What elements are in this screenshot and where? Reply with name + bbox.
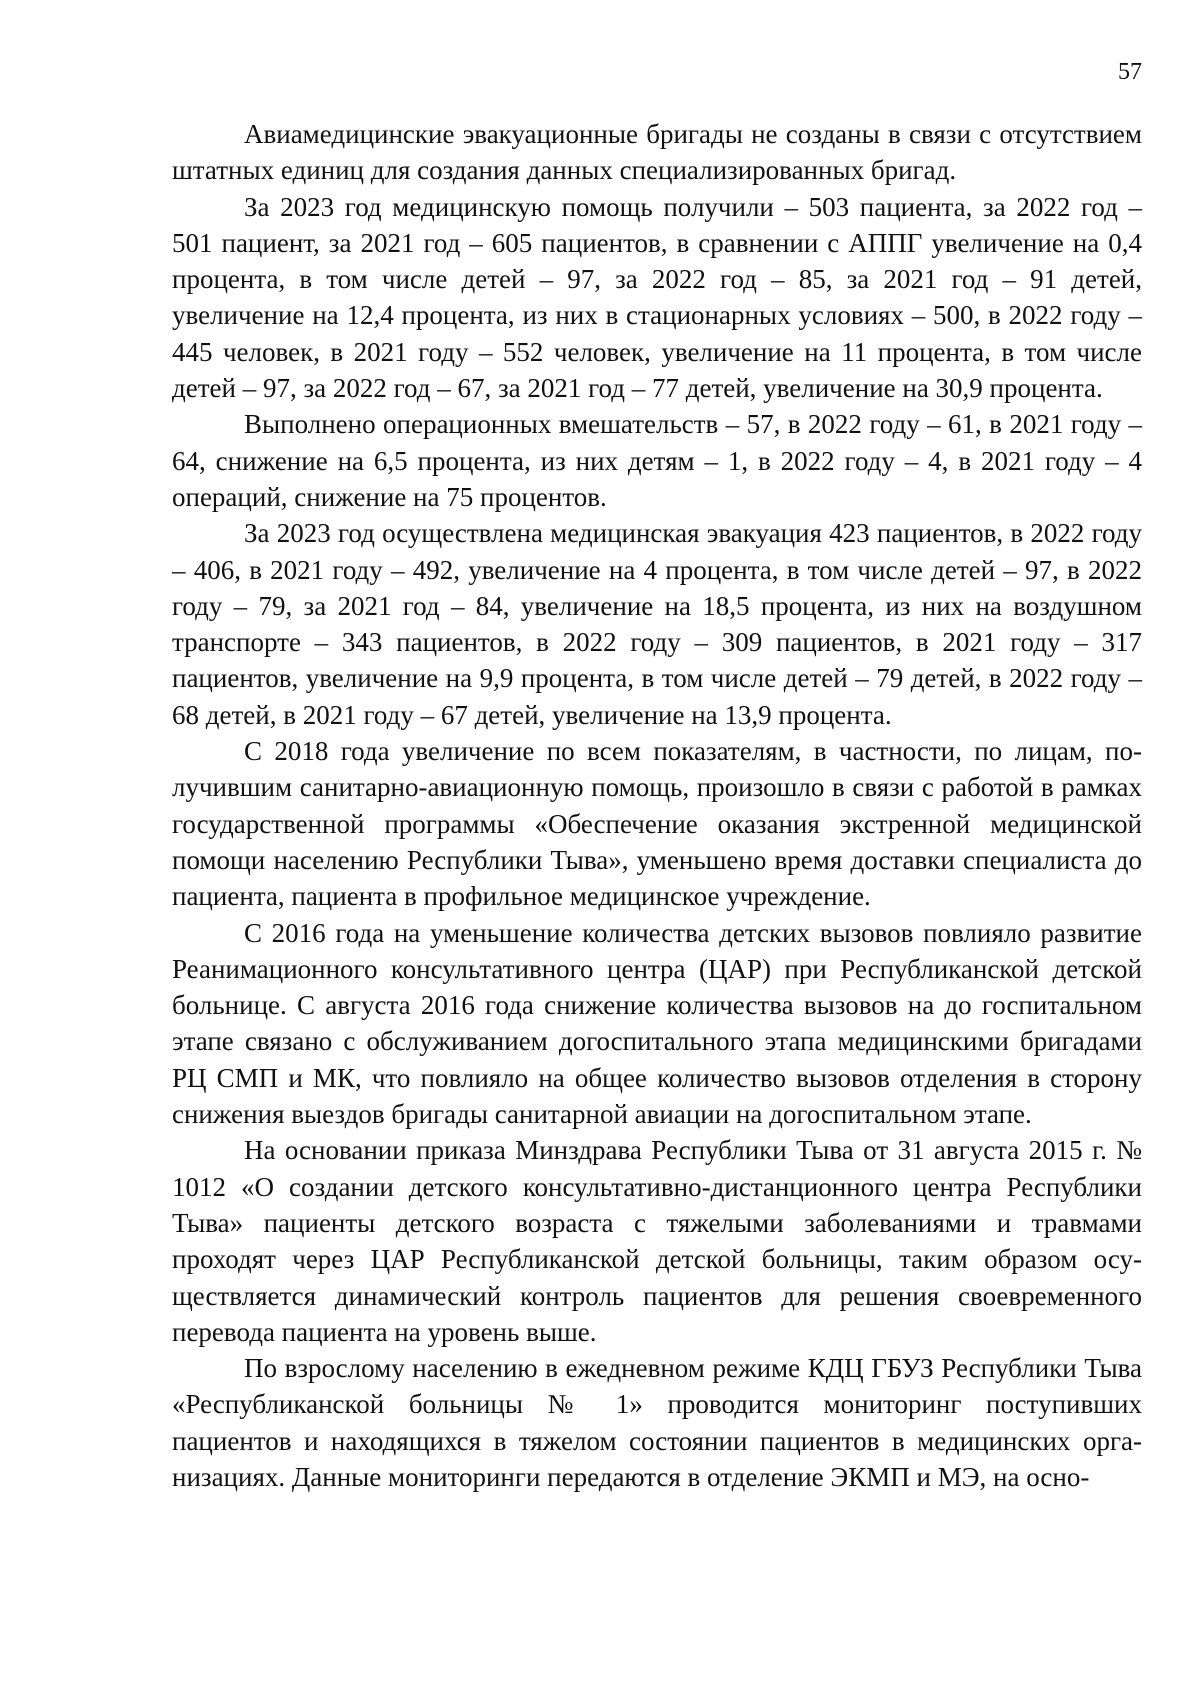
paragraph-medical-aid-stats: За 2023 год медицинскую помощь получили – 503 пациента, за 2022 год – 501 пациент, за 2021 год – 605 пациентов, в сравнении с АППГ увеличение на 0,4 процента, в том числе детей – 97, за 2022 год – 85, за 2021 год – 91 детей, увеличение на 12,4 процента, из них в стационарных условиях – 500, в 2022 году – 445 человек, в 2021 году – 552 человек, увеличение на 11 процента, в том числе детей – 97, за 2022 год – 67, за 2021 год – 77 детей, увеличение на 30,9 процента. [172,191,1142,404]
paragraph-operations-stats: Выполнено операционных вмешательств – 57, в 2022 году – 61, в 2021 году – 64, снижение на 6,5 процента, из них детям – 1, в 2022 году – 4, в 2021 году – 4 операций, снижение на 75 процентов. [172,409,1142,512]
page-number: 57 [1118,59,1142,85]
paragraph-state-program: С 2018 года увеличение по всем показателям, в частности, по лицам, получившим санитарно-авиационную помощь, произошло в связи с работой в рамках государственной программы «Обеспечение оказания экстренной медицинской помощи населению Республики Тыва», уменьшено время доставки специалиста до пациента, пациента в профильное медицинское учреждение. [172,736,1142,912]
paragraph-adult-monitoring: По взрослому населению в ежедневном режиме КДЦ ГБУЗ Республики Тыва «Республиканской больницы № 1» проводится мониторинг поступивших пациентов и находящихся в тяжелом состоянии пациентов в медицинских организациях. Данные мониторинги передаются в отделение ЭКМП и МЭ, на осно- [172,1353,1142,1492]
document-body [172,116,1142,1495]
paragraph-evacuation-stats: За 2023 год осуществлена медицинская эвакуация 423 пациентов, в 2022 году – 406, в 2021 году – 492, увеличение на 4 процента, в том числе детей – 97, в 2022 году – 79, за 2021 год – 84, увеличение на 18,5 процента, из них на воздушном транспорте – 343 пациентов, в 2022 году – 309 пациентов, в 2021 году – 317 пациентов, увеличение на 9,9 процента, в том числе детей – 79 детей, в 2022 году – 68 детей, в 2021 году – 67 детей, увеличение на 13,9 процента. [172,518,1142,730]
paragraph-children-calls: С 2016 года на уменьшение количества детских вызовов повлияло развитие Реанимационного консультативного центра (ЦАР) при Республиканской детской больнице. С августа 2016 года снижение количества вызовов на до госпитальном этапе связано с обслуживанием догоспитального этапа медицинскими бригадами РЦ СМП и МК, что повлияло на общее количество вызовов отделения в сторону снижения выездов бригады санитарной авиации на догоспитальном этапе. [172,917,1142,1130]
paragraph-air-medical-teams: Авиамедицинские эвакуационные бригады не созданы в связи с отсутствием штатных единиц для создания данных специализированных бригад. [172,119,1142,186]
paragraph-order-1012: На основании приказа Минздрава Республики Тыва от 31 августа 2015 г. № 1012 «О создании детского консультативно-дистанционного центра Республики Тыва» пациенты детского возраста с тяжелыми заболеваниями и травмами проходят через ЦАР Республиканской детской больницы, таким образом осуществляется динамический контроль пациентов для решения своевременного перевода пациента на уровень выше. [172,1135,1142,1347]
